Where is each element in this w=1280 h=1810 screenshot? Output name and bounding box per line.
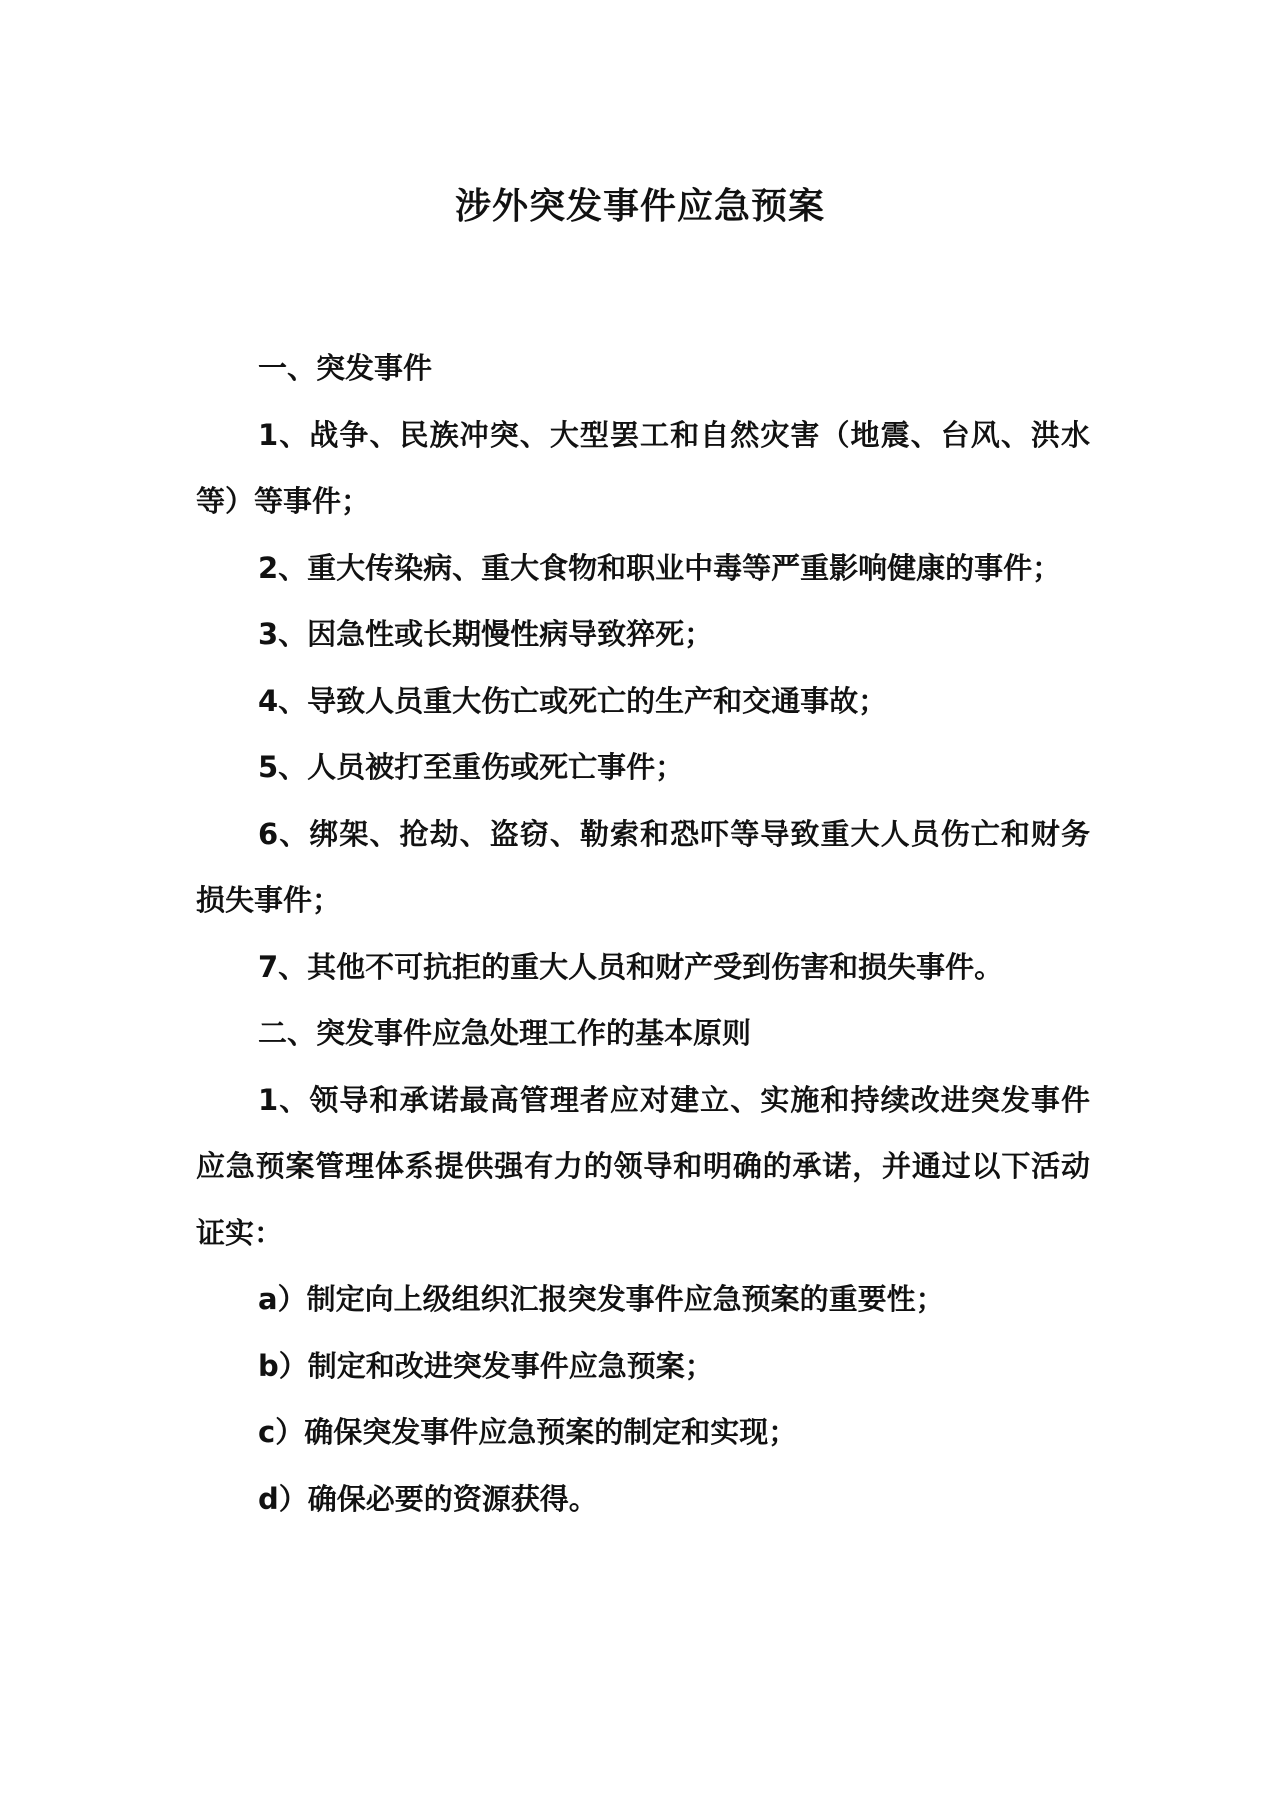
list-item: 2、重大传染病、重大食物和职业中毒等严重影响健康的事件；: [258, 550, 1062, 585]
document-body: [196, 335, 1090, 1532]
list-item: 1、战争、民族冲突、大型罢工和自然灾害（地震、台风、洪水等）等事件；: [196, 417, 1090, 518]
sub-list-item: b）制定和改进突发事件应急预案；: [258, 1348, 714, 1383]
section-heading-1: 一、突发事件: [258, 351, 433, 385]
list-item: 5、人员被打至重伤或死亡事件；: [258, 750, 685, 784]
sub-list-item: d）确保必要的资源获得。: [258, 1481, 598, 1516]
list-item: 3、因急性或长期慢性病导致猝死；: [258, 617, 714, 651]
sub-list-item: c）确保突发事件应急预案的制定和实现；: [258, 1415, 798, 1449]
section-heading-2: 二、突发事件应急处理工作的基本原则: [258, 1016, 752, 1050]
list-item: 6、绑架、抢劫、盗窃、勒索和恐吓等导致重大人员伤亡和财务损失事件；: [196, 816, 1090, 917]
list-item: 7、其他不可抗拒的重大人员和财产受到伤害和损失事件。: [258, 949, 1004, 984]
sub-list-item: a）制定向上级组织汇报突发事件应急预案的重要性；: [258, 1282, 945, 1316]
list-item: 1、领导和承诺最高管理者应对建立、实施和持续改进突发事件应急预案管理体系提供强有力的领导和明确的承诺，并通过以下活动证实：: [196, 1082, 1090, 1250]
document-title: 涉外突发事件应急预案: [454, 186, 825, 227]
list-item: 4、导致人员重大伤亡或死亡的生产和交通事故；: [258, 683, 888, 718]
